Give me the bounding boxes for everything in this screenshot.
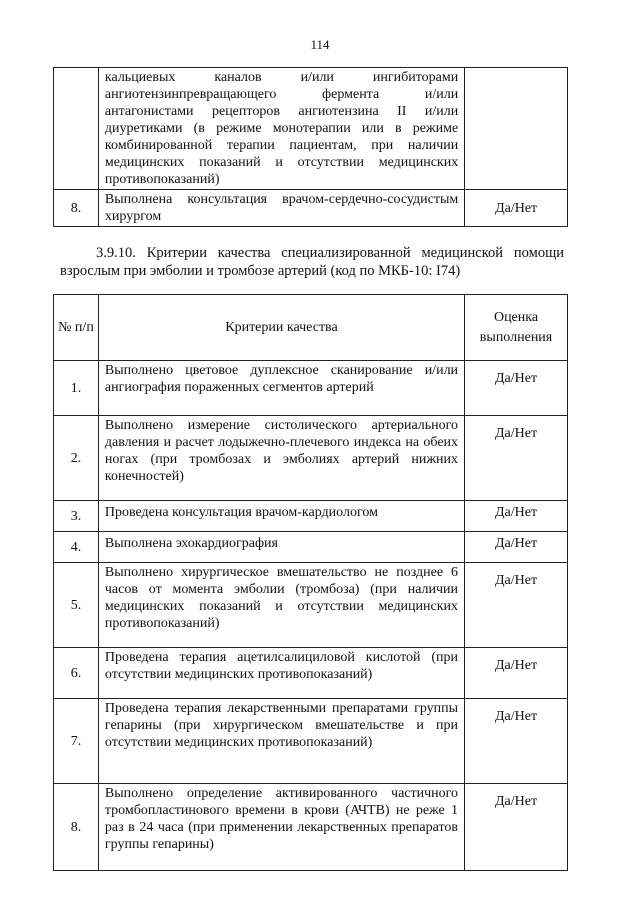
criterion-text: кальциевых каналов и/или ингибиторами ангиотензинпревращающего фермента и/или антагонистами рецепторов ангиотензина II и/или диуретиками (в режиме монотерапии или в режиме комбинированной терапии пациентам, при наличии медицинских показаний и отсутствии медицинских противопоказаний) [98,68,464,190]
criterion-text: Проведена терапия ацетилсалициловой кислотой (при отсутствии медицинских противопоказаний) [98,648,464,699]
row-number: 6. [54,648,99,699]
quality-criteria-table [53,294,568,871]
row-number: 5. [54,563,99,648]
row-number: 7. [54,699,99,784]
result-value: Да/Нет [465,784,568,871]
result-value: Да/Нет [465,416,568,501]
table-row [54,416,568,501]
table-row [54,68,568,190]
table-row [54,190,568,227]
header-criterion: Критерии качества [98,295,464,361]
criterion-text: Выполнена эхокардиография [98,532,464,563]
table-row [54,563,568,648]
row-number [54,68,99,190]
row-number: 4. [54,532,99,563]
header-number: № п/п [54,295,99,361]
result-value: Да/Нет [465,190,568,227]
table-row [54,784,568,871]
header-result: Оценка выполнения [465,295,568,361]
row-number: 3. [54,501,99,532]
row-number: 2. [54,416,99,501]
criterion-text: Выполнено хирургическое вмешательство не позднее 6 часов от момента эмболии (тромбоза) (при наличии медицинских показаний и отсутствии медицинских противопоказаний) [98,563,464,648]
table-row [54,648,568,699]
table-row [54,361,568,416]
result-value: Да/Нет [465,532,568,563]
result-value: Да/Нет [465,648,568,699]
result-value: Да/Нет [465,563,568,648]
row-number: 8. [54,190,99,227]
row-number: 8. [54,784,99,871]
table-row [54,532,568,563]
section-heading: 3.9.10. Критерии качества специализированной медицинской помощи взрослым при эмболии и тромбозе артерий (код по МКБ-10: I74) [60,245,564,279]
result-value: Да/Нет [465,501,568,532]
result-value [465,68,568,190]
criterion-text: Проведена терапия лекарственными препаратами группы гепарины (при хирургическом вмешательстве и при отсутствии медицинских противопоказаний) [98,699,464,784]
continuation-table [53,67,568,227]
table-row [54,501,568,532]
result-value: Да/Нет [465,361,568,416]
row-number: 1. [54,361,99,416]
criterion-text: Выполнено определение активированного частичного тромбопластинового времени в крови (АЧТВ) не реже 1 раз в 24 часа (при применении лекарственных препаратов группы гепарины) [98,784,464,871]
criterion-text: Выполнено цветовое дуплексное сканирование и/или ангиография пораженных сегментов артерий [98,361,464,416]
criterion-text: Проведена консультация врачом-кардиологом [98,501,464,532]
table-header-row [54,295,568,361]
table-row [54,699,568,784]
criterion-text: Выполнено измерение систолического артериального давления и расчет лодыжечно-плечевого индекса на обеих ногах (при тромбозах и эмболиях артерий нижних конечностей) [98,416,464,501]
page-number: 114 [310,37,330,52]
criterion-text: Выполнена консультация врачом-сердечно-сосудистым хирургом [98,190,464,227]
result-value: Да/Нет [465,699,568,784]
